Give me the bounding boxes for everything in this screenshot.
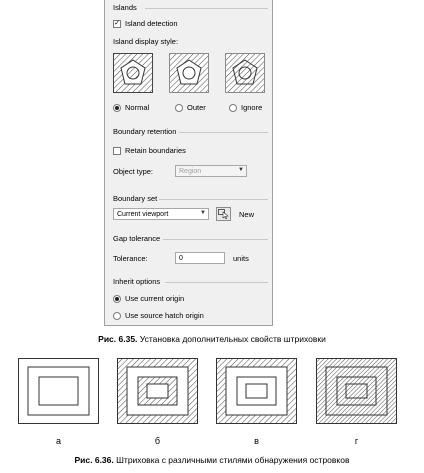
normal-style-preview[interactable] (113, 53, 153, 93)
outer-style-label: Outer (187, 103, 206, 112)
select-cursor-icon (218, 209, 229, 219)
figure-v-drawing (216, 358, 297, 424)
object-type-dropdown[interactable] (175, 165, 247, 177)
tolerance-input[interactable] (175, 252, 225, 264)
gap-tolerance-separator (163, 239, 268, 240)
figure-36-number: Рис. 6.36. (74, 455, 114, 465)
retain-boundaries-checkbox[interactable] (113, 147, 121, 155)
use-current-origin-radio[interactable] (113, 295, 121, 303)
boundary-set-value: Current viewport (117, 210, 169, 218)
normal-style-option[interactable] (113, 103, 149, 112)
island-detection-label: Island detection (125, 19, 178, 28)
tolerance-value: 0 (179, 254, 183, 262)
ignore-style-preview[interactable] (225, 53, 265, 93)
figure-36-caption (0, 455, 424, 465)
island-detection-checkbox[interactable]: ✓ (114, 19, 120, 27)
outer-style-preview[interactable] (169, 53, 209, 93)
ignore-style-radio[interactable] (229, 104, 237, 112)
units-label: units (233, 254, 249, 263)
chevron-down-icon: ▼ (238, 167, 244, 173)
inherit-options-title: Inherit options (113, 277, 161, 286)
figure-g-label: г (354, 436, 359, 446)
figure-g (316, 358, 397, 424)
island-display-style-label: Island display style: (113, 37, 179, 46)
figure-v (216, 358, 297, 424)
outer-style-icon (170, 54, 208, 92)
figure-g-drawing (316, 358, 397, 424)
normal-style-radio[interactable] (113, 104, 121, 112)
figure-b (117, 358, 198, 424)
figure-v-label: в (254, 436, 259, 446)
normal-style-label: Normal (125, 103, 150, 112)
figure-35-caption (0, 334, 424, 344)
normal-style-icon (114, 54, 152, 92)
use-current-origin-option[interactable] (113, 294, 184, 303)
use-current-origin-label: Use current origin (125, 294, 185, 303)
figure-36-text: Штриховка с различными стилями обнаружения островков (116, 455, 350, 465)
figure-a-drawing (18, 358, 99, 424)
use-source-origin-option[interactable] (113, 311, 204, 320)
boundary-set-dropdown[interactable] (113, 208, 209, 220)
figure-a (18, 358, 99, 424)
inherit-options-separator (165, 282, 268, 283)
outer-style-radio[interactable] (175, 104, 183, 112)
figure-35-number: Рис. 6.35. (98, 334, 138, 344)
chevron-down-icon: ▼ (200, 210, 206, 216)
ignore-style-label: Ignore (241, 103, 263, 112)
retain-boundaries-row[interactable] (113, 146, 186, 155)
boundary-set-separator (159, 199, 268, 200)
figure-35-text: Установка дополнительных свойств штриховки (139, 334, 326, 344)
boundary-retention-separator (179, 132, 268, 133)
new-label: New (239, 210, 255, 219)
outer-style-option[interactable] (175, 103, 206, 112)
gap-tolerance-title: Gap tolerance (113, 234, 161, 243)
hatch-options-panel (104, 0, 273, 326)
object-type-value: Region (179, 167, 202, 175)
retain-boundaries-label: Retain boundaries (125, 146, 186, 155)
figure-b-drawing (117, 358, 198, 424)
boundary-retention-title: Boundary retention (113, 127, 177, 136)
figure-a-label: а (55, 436, 61, 446)
use-source-origin-label: Use source hatch origin (125, 311, 204, 320)
tolerance-label: Tolerance: (113, 254, 148, 263)
ignore-style-option[interactable] (229, 103, 262, 112)
figure-b-label: б (154, 436, 161, 446)
islands-separator (145, 8, 268, 9)
islands-section-title: Islands (113, 3, 137, 12)
object-type-label: Object type: (113, 167, 154, 176)
select-objects-button[interactable] (216, 207, 231, 221)
boundary-set-title: Boundary set (113, 194, 158, 203)
island-detection-row[interactable] (113, 19, 178, 28)
ignore-style-icon (226, 54, 264, 92)
use-source-origin-radio[interactable] (113, 312, 121, 320)
